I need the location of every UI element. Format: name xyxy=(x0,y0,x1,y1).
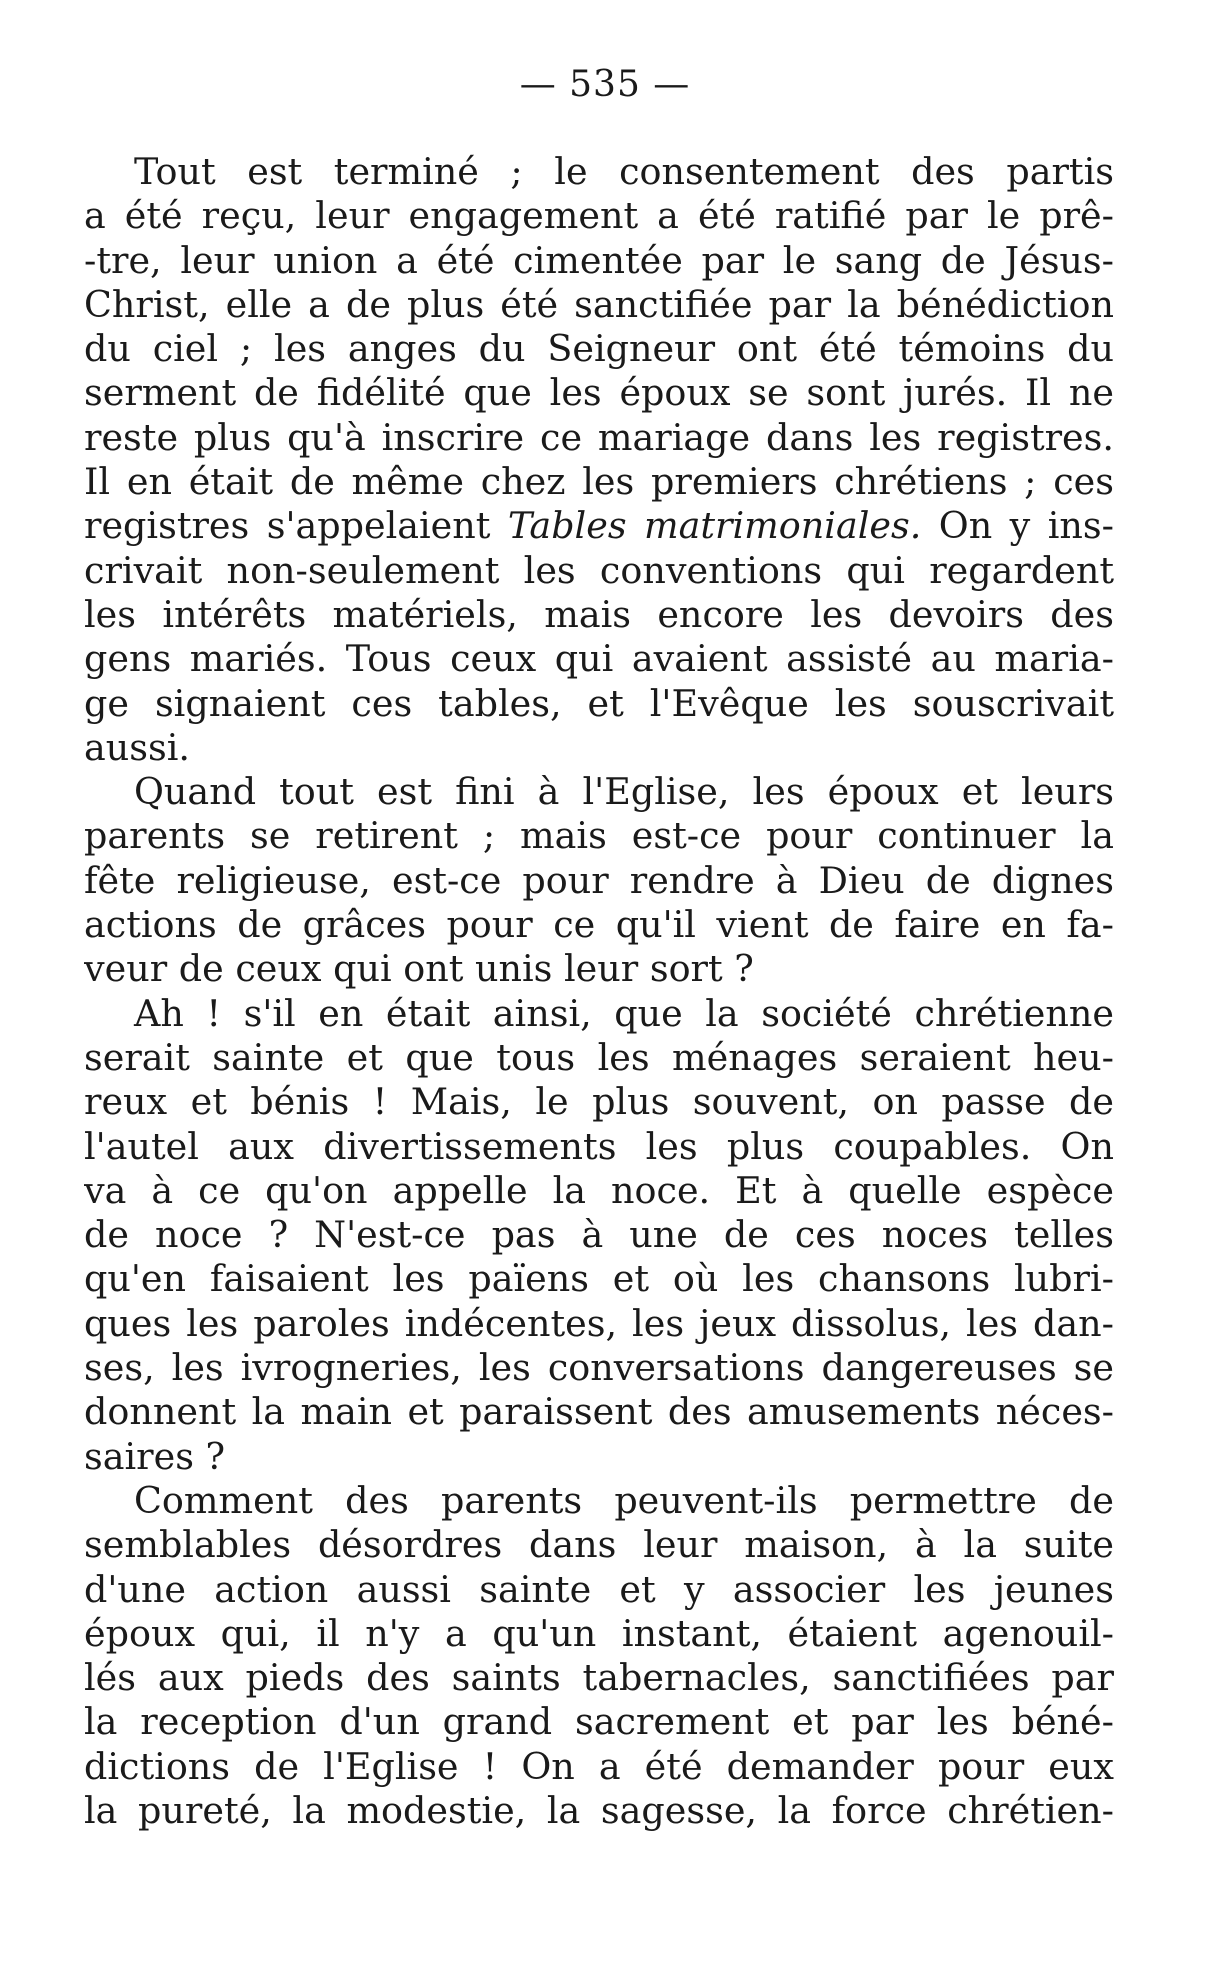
text-line: veur de ceux qui ont unis leur sort ? xyxy=(84,947,754,991)
text-line: la reception d'un grand sacrement et par les béné- xyxy=(84,1700,1114,1744)
text-line: Comment des parents peuvent-ils permettre de xyxy=(134,1478,1114,1522)
text-line: gens mariés. Tous ceux qui avaient assisté au maria- xyxy=(84,637,1114,681)
text-line: -tre, leur union a été cimentée par le sang de Jésus- xyxy=(84,238,1114,282)
text-line: les intérêts matériels, mais encore les devoirs des xyxy=(84,592,1114,636)
text-line: ge signaient ces tables, et l'Evêque les souscrivait xyxy=(84,681,1114,725)
text-line-with-italic xyxy=(84,504,1114,548)
text-line: Quand tout est fini à l'Eglise, les époux et leurs xyxy=(134,770,1114,814)
text-line: ses, les ivrogneries, les conversations dangereuses se xyxy=(84,1346,1114,1390)
text-segment: registres s'appelaient xyxy=(84,504,508,548)
page-number: — 535 — xyxy=(519,64,691,105)
text-line: époux qui, il n'y a qu'un instant, étaient agenouil- xyxy=(84,1611,1114,1655)
text-line: dictions de l'Eglise ! On a été demander pour eux xyxy=(84,1744,1114,1788)
body-text xyxy=(84,150,1114,1833)
text-line: serment de fidélité que les époux se sont jurés. Il ne xyxy=(84,371,1114,415)
text-line: aussi. xyxy=(84,725,191,769)
text-line: serait sainte et que tous les ménages seraient heu- xyxy=(84,1035,1114,1079)
text-line: donnent la main et paraissent des amusements néces- xyxy=(84,1390,1114,1434)
text-line: va à ce qu'on appelle la noce. Et à quelle espèce xyxy=(84,1168,1114,1212)
text-line: Tout est terminé ; le consentement des partis xyxy=(134,150,1114,193)
text-line: fête religieuse, est-ce pour rendre à Dieu de dignes xyxy=(84,858,1114,902)
text-line: la pureté, la modestie, la sagesse, la force chrétien- xyxy=(84,1788,1114,1832)
text-segment: On y ins- xyxy=(921,504,1114,548)
text-line: Il en était de même chez les premiers chrétiens ; ces xyxy=(84,460,1114,504)
italic-title: Tables matrimoniales. xyxy=(507,504,922,548)
text-line: d'une action aussi sainte et y associer les jeunes xyxy=(84,1567,1114,1611)
text-line: crivait non-seulement les conventions qui regardent xyxy=(84,548,1114,592)
text-line: parents se retirent ; mais est-ce pour continuer la xyxy=(84,814,1114,858)
text-line: qu'en faisaient les païens et où les chansons lubri- xyxy=(84,1257,1114,1301)
text-line: reste plus qu'à inscrire ce mariage dans les registres. xyxy=(84,415,1114,459)
text-line: semblables désordres dans leur maison, à la suite xyxy=(84,1523,1114,1567)
text-line: ques les paroles indécentes, les jeux dissolus, les dan- xyxy=(84,1301,1114,1345)
text-line: de noce ? N'est-ce pas à une de ces noces telles xyxy=(84,1213,1114,1257)
text-line: Christ, elle a de plus été sanctifiée par la bénédiction xyxy=(84,282,1114,326)
text-line: du ciel ; les anges du Seigneur ont été témoins du xyxy=(84,327,1114,371)
text-line: reux et bénis ! Mais, le plus souvent, on passe de xyxy=(84,1080,1114,1124)
text-line: Ah ! s'il en était ainsi, que la société chrétienne xyxy=(134,991,1114,1035)
text-line: actions de grâces pour ce qu'il vient de faire en fa- xyxy=(84,903,1114,947)
text-line: l'autel aux divertissements les plus coupables. On xyxy=(84,1124,1114,1168)
text-line: a été reçu, leur engagement a été ratifié par le prê- xyxy=(84,194,1114,238)
text-line: lés aux pieds des saints tabernacles, sanctifiées par xyxy=(84,1656,1114,1700)
text-line: saires ? xyxy=(84,1434,226,1478)
